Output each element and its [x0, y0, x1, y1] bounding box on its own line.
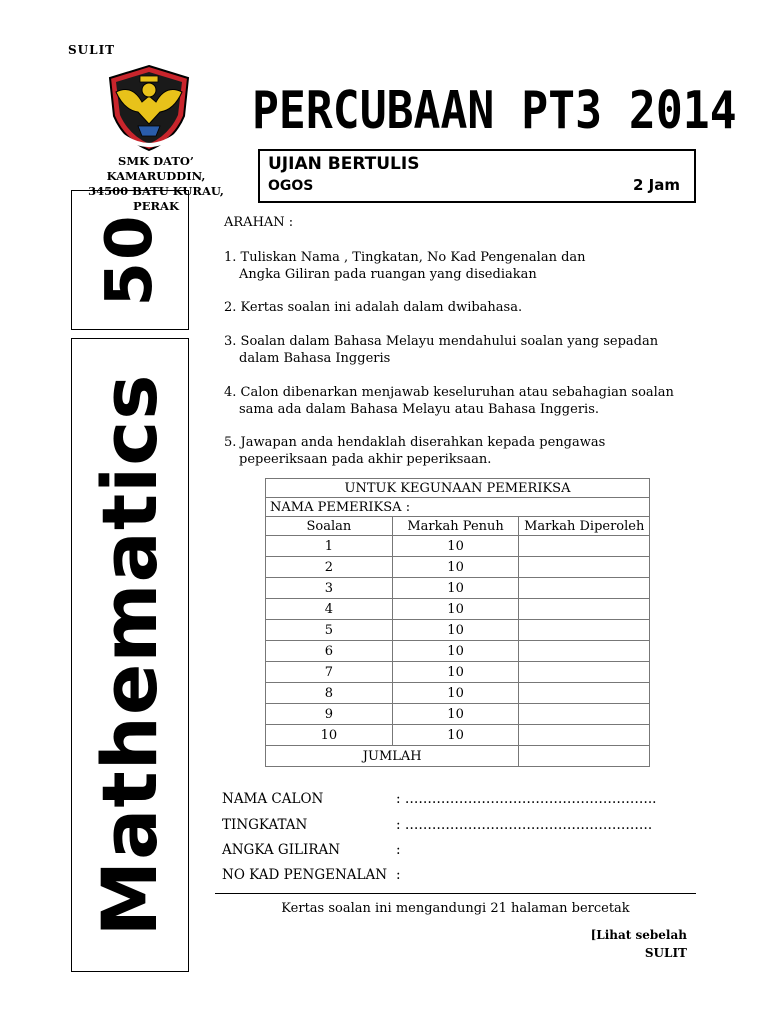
instructions-heading: ARAHAN :	[224, 215, 294, 230]
question-number: 8	[266, 683, 393, 704]
full-marks: 10	[392, 683, 519, 704]
table-row	[266, 599, 650, 620]
table-row	[266, 641, 650, 662]
instruction-2-line1: 2. Kertas soalan ini adalah dalam dwibahasa.	[224, 300, 523, 315]
exam-duration: 2 Jam	[633, 176, 680, 194]
column-header-row	[266, 517, 650, 536]
instruction-3	[224, 333, 694, 367]
table-row	[266, 725, 650, 746]
instruction-1-line2: Angka Giliran pada ruangan yang disediakan	[239, 267, 537, 282]
obtained-marks-cell[interactable]	[519, 599, 650, 620]
exam-info-box	[258, 149, 696, 203]
obtained-marks-cell[interactable]	[519, 578, 650, 599]
form-field[interactable]: : ……………………………………………….	[396, 817, 653, 833]
examiner-name-label: NAMA PEMERIKSA :	[266, 498, 650, 517]
question-number: 4	[266, 599, 393, 620]
total-marks-cell[interactable]	[519, 746, 650, 767]
col-full-marks: Markah Penuh	[392, 517, 519, 536]
school-postcode-town: 34500 BATU KURAU, PERAK	[88, 184, 224, 213]
obtained-marks-cell[interactable]	[519, 662, 650, 683]
table-row	[266, 620, 650, 641]
table-row	[266, 578, 650, 599]
exam-type: UJIAN BERTULIS	[268, 154, 420, 174]
examiner-marks-table	[265, 478, 650, 767]
total-row	[266, 746, 650, 767]
instruction-5-line2: pepeeriksaan pada akhir peperiksaan.	[239, 452, 492, 467]
full-marks: 10	[392, 662, 519, 683]
exam-title: PERCUBAAN PT3 2014	[252, 81, 737, 141]
examiner-row	[266, 498, 650, 517]
full-marks: 10	[392, 536, 519, 557]
col-obtained-marks: Markah Diperoleh	[519, 517, 650, 536]
question-number: 7	[266, 662, 393, 683]
instruction-5-line1: 5. Jawapan anda hendaklah diserahkan kepada pengawas	[224, 435, 606, 450]
sulit-label-bottom: SULIT	[644, 946, 687, 960]
table-title: UNTUK KEGUNAAN PEMERIKSA	[266, 479, 650, 498]
instruction-3-line2: dalam Bahasa Inggeris	[239, 351, 391, 366]
full-marks: 10	[392, 557, 519, 578]
table-row	[266, 557, 650, 578]
index-number-field[interactable]: :	[396, 842, 401, 858]
obtained-marks-cell[interactable]	[519, 704, 650, 725]
candidate-name-label: NAMA CALON	[222, 791, 324, 807]
candidate-name-field[interactable]: : ………………………………………………..	[396, 791, 657, 807]
question-number: 10	[266, 725, 393, 746]
footer-divider	[215, 893, 696, 894]
question-number: 3	[266, 578, 393, 599]
obtained-marks-cell[interactable]	[519, 725, 650, 746]
col-question: Soalan	[266, 517, 393, 536]
instruction-4	[224, 384, 694, 418]
ic-number-field[interactable]: :	[396, 867, 401, 883]
footer-right	[560, 926, 687, 962]
sulit-label-top: SULIT	[68, 43, 116, 57]
table-row	[266, 536, 650, 557]
page-count-note: Kertas soalan ini mengandungi 21 halaman bercetak	[281, 901, 630, 916]
obtained-marks-cell[interactable]	[519, 683, 650, 704]
obtained-marks-cell[interactable]	[519, 536, 650, 557]
question-number: 1	[266, 536, 393, 557]
question-number: 9	[266, 704, 393, 725]
instruction-4-line1: 4. Calon dibenarkan menjawab keseluruhan atau sebahagian soalan	[224, 385, 674, 400]
total-label: JUMLAH	[266, 746, 519, 767]
obtained-marks-cell[interactable]	[519, 620, 650, 641]
full-marks: 10	[392, 599, 519, 620]
form-label: TINGKATAN	[222, 817, 308, 833]
school-crest-logo	[102, 62, 196, 154]
obtained-marks-cell[interactable]	[519, 641, 650, 662]
instruction-3-line1: 3. Soalan dalam Bahasa Melayu mendahului soalan yang sepadan	[224, 334, 659, 349]
full-marks: 10	[392, 704, 519, 725]
exam-month: OGOS	[268, 178, 314, 194]
subject-name: Mathematics	[85, 373, 174, 937]
paper-code-box	[71, 190, 189, 330]
table-row	[266, 683, 650, 704]
instruction-1-line1: 1. Tuliskan Nama , Tingkatan, No Kad Pengenalan dan	[224, 250, 586, 265]
question-number: 5	[266, 620, 393, 641]
obtained-marks-cell[interactable]	[519, 557, 650, 578]
full-marks: 10	[392, 641, 519, 662]
instruction-2	[224, 299, 694, 316]
full-marks: 10	[392, 578, 519, 599]
ic-number-label: NO KAD PENGENALAN	[222, 867, 388, 883]
subject-box	[71, 338, 189, 972]
instruction-5	[224, 434, 694, 468]
table-row	[266, 704, 650, 725]
school-name: SMK DATO’ KAMARUDDIN,	[106, 154, 206, 183]
full-marks: 10	[392, 725, 519, 746]
full-marks: 10	[392, 620, 519, 641]
paper-code: 50	[93, 213, 167, 307]
table-title-row	[266, 479, 650, 498]
question-number: 6	[266, 641, 393, 662]
question-number: 2	[266, 557, 393, 578]
index-number-label: ANGKA GILIRAN	[222, 842, 341, 858]
see-next-page: [Lihat sebelah	[590, 928, 687, 942]
instruction-1	[224, 249, 694, 283]
instruction-4-line2: sama ada dalam Bahasa Melayu atau Bahasa Inggeris.	[239, 402, 600, 417]
table-row	[266, 662, 650, 683]
